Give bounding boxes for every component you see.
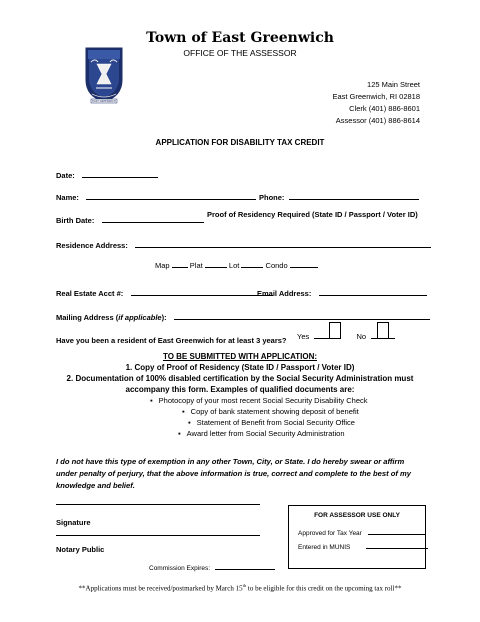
birth-date-field[interactable]	[102, 214, 204, 223]
email-field[interactable]	[319, 287, 427, 296]
real-estate-acct-field[interactable]	[131, 287, 273, 296]
proof-of-residency-label: Proof of Residency Required (State ID / Passport / Voter ID)	[207, 210, 418, 219]
condo-label: Condo	[265, 261, 288, 270]
residence-address-label: Residence Address:	[56, 241, 128, 250]
deadline-note: **Applications must be received/postmarked by March 15th to be eligible for this credit on the upcoming tax roll**	[78, 583, 402, 593]
signature-line[interactable]	[56, 504, 260, 505]
residence-address-field[interactable]	[135, 239, 431, 248]
plat-label: Plat	[189, 261, 203, 270]
residence-address-row	[56, 235, 431, 253]
phone-row	[259, 187, 419, 205]
no-checkbox[interactable]	[377, 322, 389, 339]
mailing-address-row	[56, 307, 430, 325]
birth-date-row	[56, 210, 204, 228]
list-item: ▪ Copy of bank statement showing deposit of benefit	[182, 406, 368, 417]
assessor-use-box	[288, 505, 426, 569]
qualified-documents-list	[150, 395, 368, 439]
office-name: OFFICE OF THE ASSESSOR	[183, 48, 297, 58]
address-city: East Greenwich, RI 02818	[332, 92, 420, 101]
lot-label: Lot	[228, 261, 240, 270]
seal-lettering: EAST GREENWICH	[92, 100, 116, 104]
list-item: ▪ Statement of Benefit from Social Security Office	[188, 417, 368, 428]
assessor-use-heading: FOR ASSESSOR USE ONLY	[314, 512, 400, 519]
no-label: No	[356, 332, 367, 341]
entered-munis-row	[298, 542, 428, 551]
form-title: APPLICATION FOR DISABILITY TAX CREDIT	[155, 138, 325, 147]
email-label: Email Address:	[257, 289, 312, 298]
submission-item-2-line-1: 2. Documentation of 100% disabled certification by the Social Security Administration must	[66, 374, 414, 383]
submission-heading: TO BE SUBMITTED WITH APPLICATION:	[162, 352, 318, 361]
submission-item-1: 1. Copy of Proof of Residency (State ID / Passport / Voter ID)	[125, 363, 355, 372]
map-label: Map	[155, 261, 170, 270]
real-estate-acct-label: Real Estate Acct #:	[56, 289, 124, 298]
list-item: ▪ Award letter from Social Security Administration	[178, 428, 368, 439]
list-item: ▪ Photocopy of your most recent Social Security Disability Check	[150, 395, 368, 406]
submission-section	[0, 351, 480, 395]
name-label: Name:	[56, 193, 79, 202]
map-field[interactable]	[172, 259, 188, 268]
map-plat-lot-row	[155, 259, 318, 270]
town-seal-logo	[82, 44, 126, 108]
mailing-address-field[interactable]	[174, 311, 430, 320]
birth-date-label: Birth Date:	[56, 216, 95, 225]
real-estate-acct-row	[56, 283, 273, 301]
yes-field[interactable]	[314, 330, 338, 339]
lot-field[interactable]	[241, 259, 263, 268]
date-field[interactable]	[82, 169, 158, 178]
declaration-text: I do not have this type of exemption in any other Town, City, or State. I do hereby swear or affirm under penalty of perjury, that the above information is true, correct and complete to the best of my knowledge and belief.	[56, 457, 411, 490]
commission-expires-row	[149, 563, 275, 572]
condo-field[interactable]	[290, 259, 318, 268]
entered-munis-label: Entered in MUNIS	[298, 544, 351, 551]
date-row	[56, 165, 158, 183]
approved-tax-year-field[interactable]	[368, 528, 426, 535]
yes-checkbox[interactable]	[329, 322, 341, 339]
no-field[interactable]	[371, 330, 395, 339]
email-row	[257, 283, 427, 301]
phone-label: Phone:	[259, 193, 285, 202]
resident-answer-row	[297, 330, 395, 341]
date-label: Date:	[56, 171, 75, 180]
submission-item-2-line-2: accompany this form. Examples of qualified documents are:	[125, 385, 355, 394]
approved-tax-year-row	[298, 528, 426, 537]
phone-field[interactable]	[289, 191, 419, 200]
approved-tax-year-label: Approved for Tax Year	[298, 530, 362, 537]
name-field[interactable]	[86, 191, 256, 200]
signature-label: Signature	[56, 518, 91, 527]
assessor-phone: Assessor (401) 886-8614	[335, 116, 420, 125]
plat-field[interactable]	[205, 259, 227, 268]
assessor-address	[332, 79, 420, 127]
yes-label: Yes	[297, 332, 310, 341]
commission-expires-label: Commission Expires:	[149, 565, 211, 572]
entered-munis-field[interactable]	[366, 542, 428, 549]
notary-line[interactable]	[56, 535, 260, 536]
clerk-phone: Clerk (401) 886-8601	[349, 104, 420, 113]
resident-question-row	[56, 330, 287, 348]
name-row	[56, 187, 256, 205]
resident-question-label: Have you been a resident of East Greenwich for at least 3 years?	[56, 336, 287, 345]
address-street: 125 Main Street	[367, 80, 420, 89]
commission-expires-field[interactable]	[215, 563, 275, 570]
town-name: Town of East Greenwich	[146, 30, 334, 46]
mailing-address-label: Mailing Address (if applicable):	[56, 313, 167, 322]
notary-label: Notary Public	[56, 545, 105, 554]
